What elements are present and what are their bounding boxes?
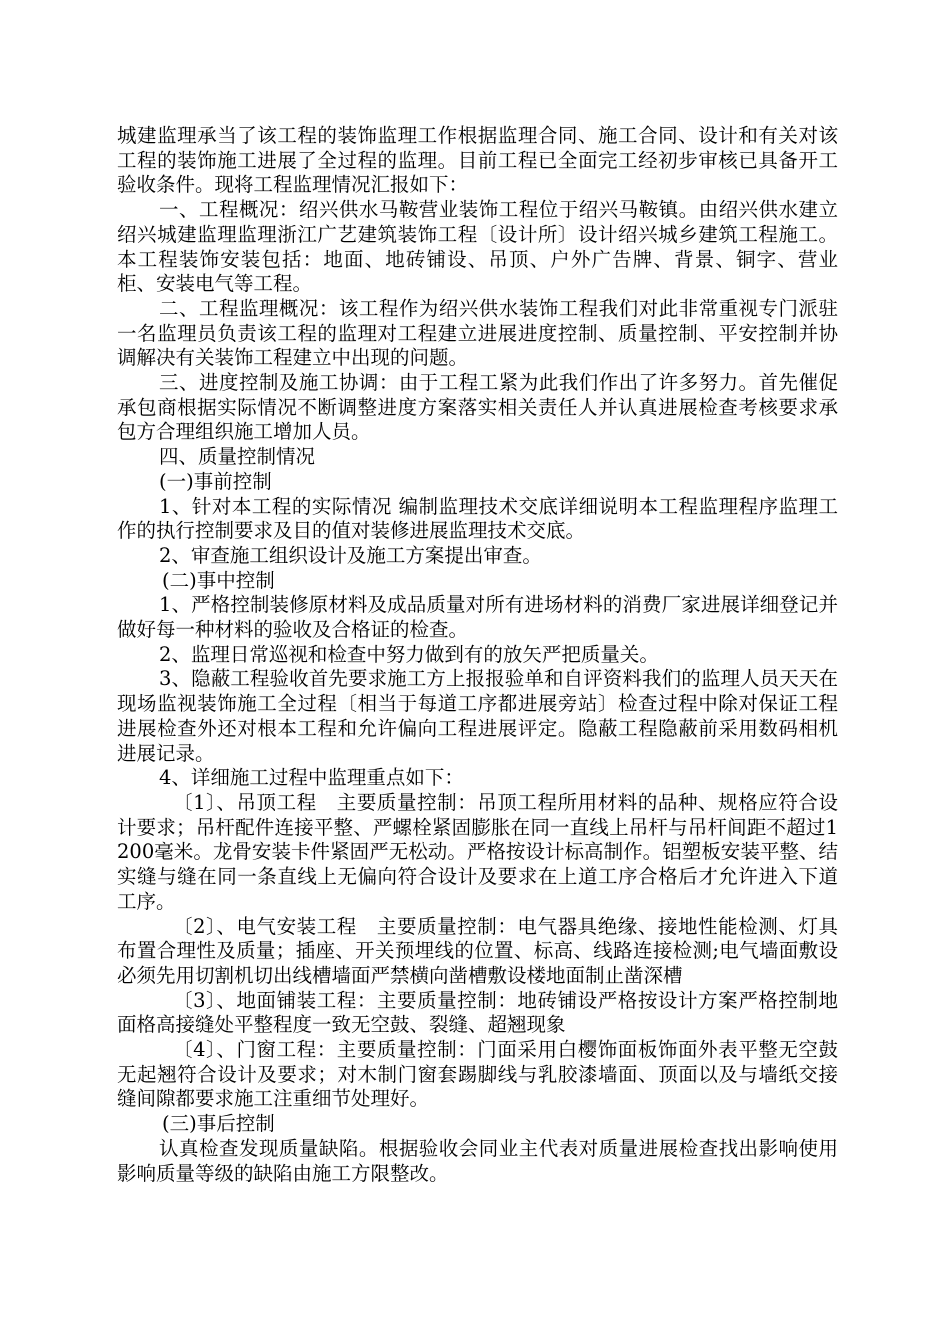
paragraph-post-control: 认真检查发现质量缺陷。根据验收会同业主代表对质量进展检查找出影响使用影响质量等级的缺陷由施工方限整改。 — [117, 1136, 838, 1185]
heading-post-control: (三)事后控制 — [162, 1112, 275, 1136]
paragraph-supervision-overview: 二、工程监理概况：该工程作为绍兴供水装饰工程我们对此非常重视专门派驻一名监理员负责该工程的监理对工程建立进展进度控制、质量控制、平安控制并协调解决有关装饰工程建立中出现的问题。 — [117, 296, 838, 370]
paragraph-floor-works: 〔3〕、地面铺装工程：主要质量控制：地砖铺设严格按设计方案严格控制地面格高接缝处平整程度一致无空鼓、裂缝、超翘现象 — [117, 988, 838, 1037]
paragraph-pre-control-2: 2、审查施工组织设计及施工方案提出审查。 — [159, 543, 542, 567]
paragraph-intro: 城建监理承当了该工程的装饰监理工作根据监理合同、施工合同、设计和有关对该工程的装饰施工进展了全过程的监理。目前工程已全面完工经初步审核已具备开工验收条件。现将工程监理情况汇报如下： — [117, 124, 838, 197]
paragraph-pre-control-1: 1、针对本工程的实际情况 编制监理技术交底详细说明本工程监理程序监理工作的执行控制要求及目的值对装修进展监理技术交底。 — [117, 494, 838, 543]
paragraph-project-overview: 一、工程概况：绍兴供水马鞍营业装饰工程位于绍兴马鞍镇。由绍兴供水建立绍兴城建监理监理浙江广艺建筑装饰工程〔设计所〕设计绍兴城乡建筑工程施工。本工程装饰安装包括：地面、地砖铺设、吊顶、户外广告牌、背景、铜字、营业柜、安装电气等工程。 — [117, 198, 838, 296]
paragraph-door-window-works: 〔4〕、门窗工程：主要质量控制：门面采用白樱饰面板饰面外表平整无空鼓无起翘符合设计及要求；对木制门窗套踢脚线与乳胶漆墙面、顶面以及与墙纸交接缝间隙都要求施工注重细节处理好。 — [117, 1038, 838, 1111]
document-body — [117, 124, 838, 1186]
paragraph-in-process-4: 4、详细施工过程中监理重点如下： — [159, 766, 464, 790]
paragraph-ceiling-works: 〔1〕、吊顶工程 主要质量控制：吊顶工程所用材料的品种、规格应符合设计要求；吊杆配件连接平整、严螺栓紧固膨胀在同一直线上吊杆与吊杆间距不超过1200毫米。龙骨安装卡件紧固严无松动。严格按设计标高制作。铝塑板安装平整、结实缝与缝在同一条直线上无偏向符合设计及要求在上道工序合格后才允许进入下道工序。 — [117, 790, 838, 913]
heading-pre-control: (一)事前控制 — [159, 469, 272, 493]
paragraph-in-process-2: 2、监理日常巡视和检查中努力做到有的放矢严把质量关。 — [159, 642, 659, 666]
paragraph-progress-control: 三、进度控制及施工协调：由于工程工紧为此我们作出了许多努力。首先催促承包商根据实际情况不断调整进度方案落实相关责任人并认真进展检查考核要求承包方合理组织施工增加人员。 — [117, 371, 838, 444]
heading-in-process-control: (二)事中控制 — [162, 568, 275, 592]
paragraph-in-process-3: 3、隐蔽工程验收首先要求施工方上报报验单和自评资料我们的监理人员天天在现场监视装饰施工全过程〔相当于每道工序都进展旁站〕检查过程中除对保证工程进展检查外还对根本工程和允许偏向工程进展评定。隐蔽工程隐蔽前采用数码相机进展记录。 — [117, 667, 838, 765]
paragraph-in-process-1: 1、严格控制装修原材料及成品质量对所有进场材料的消费厂家进展详细登记并做好每一种材料的验收及合格证的检查。 — [117, 593, 838, 642]
paragraph-electrical-works: 〔2〕、电气安装工程 主要质量控制：电气器具绝缘、接地性能检测、灯具布置合理性及质量；插座、开关预埋线的位置、标高、线路连接检测;电气墙面敷设必须先用切割机切出线槽墙面严禁横向凿槽敷设楼地面制止凿深槽 — [117, 914, 838, 987]
heading-quality-control: 四、质量控制情况 — [159, 445, 316, 469]
